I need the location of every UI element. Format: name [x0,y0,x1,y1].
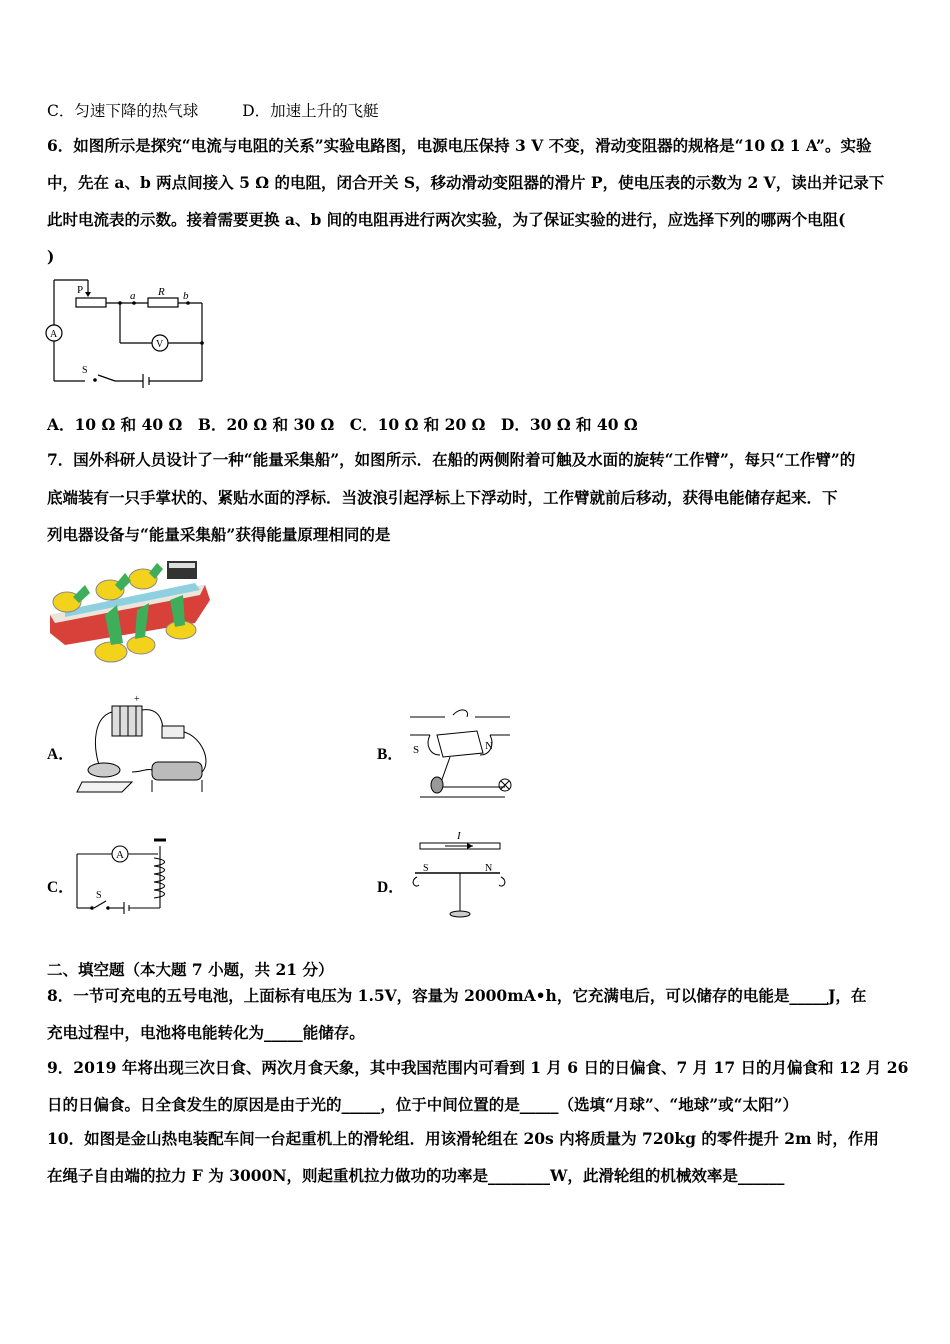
section-2-heading: 二、填空题（本大题 7 小题，共 21 分） [47,960,334,979]
q10-stem-line-1: 10．如图是金山热电装配车间一台起重机上的滑轮组．用该滑轮组在 20s 内将质量为 720kg 的零件提升 2m 时，作用 [47,1129,879,1148]
q6-node-a-label: a [130,290,136,302]
q7-b-south-label: S [413,744,420,756]
q7-d-north-label: N [485,863,493,874]
q9-stem-line-1: 9．2019 年将出现三次日食、两次月食天象，其中我国范围内可看到 1 月 6 日的日偏食、7 月 17 日的月偏食和 12 月 26 [47,1058,909,1077]
svg-text:+: + [134,694,140,705]
q7-option-d-label: D． [377,879,404,896]
q7-stem-line-1: 7．国外科研人员设计了一种“能量采集船”，如图所示．在船的两侧附着可触及水面的旋转“工作臂”，每只“工作臂”的 [47,450,856,469]
q7-d-current-label: I [457,830,461,842]
q7-b-north-label: N [485,740,493,752]
q7-option-a-figure [72,692,217,802]
q7-option-c-label: C． [47,879,74,896]
q7-stem-line-2: 底端装有一只手掌状的、紧贴水面的浮标．当波浪引起浮标上下浮动时，工作臂就前后移动，获得电能储存起来．下 [47,488,838,507]
q6-circuit-diagram [40,275,215,390]
q9-stem-line-2: 日的日偏食。日全食发生的原因是由于光的_____，位于中间位置的是_____（选填“月球”、“地球”或“太阳”） [47,1095,798,1114]
q7-option-b-label: B． [377,746,403,763]
q5-option-d: D．加速上升的飞艇 [242,102,379,120]
q7-option-d-figure [405,825,515,920]
q7-option-c-figure [72,836,177,921]
q7-c-switch-label: S [96,890,102,901]
q7-stem-line-3: 列电器设备与“能量采集船”获得能量原理相同的是 [47,525,391,544]
q5-options-line [47,101,379,121]
q7-option-a-label: A． [47,746,74,763]
q6-stem-line-3: 此时电流表的示数。接着需要更换 a、b 间的电阻再进行两次实验，为了保证实验的进行，应选择下列的哪两个电阻( [47,210,846,229]
q8-stem-line-2: 充电过程中，电池将电能转化为_____能储存。 [47,1023,365,1042]
q6-resistor-label: R [158,286,165,298]
q10-stem-line-2: 在绳子自由端的拉力 F 为 3000N，则起重机拉力做功的功率是________W，此滑轮组的机械效率是______ [47,1166,785,1185]
q7-option-b-figure [405,705,515,800]
q6-node-b-label: b [183,290,189,302]
q5-option-c: C．匀速下降的热气球 [47,102,199,120]
q6-stem-line-1: 6．如图所示是探究“电流与电阻的关系”实验电路图，电源电压保持 3 V 不变，滑动变阻器的规格是“10 Ω 1 A”。实验 [47,136,872,155]
q6-stem-line-4: ) [47,247,55,266]
q6-voltmeter-label: V [156,339,164,350]
q6-slider-label: P [77,284,84,296]
q6-ammeter-label: A [50,329,58,340]
q6-stem-line-2: 中，先在 a、b 两点间接入 5 Ω 的电阻，闭合开关 S，移动滑动变阻器的滑片 P，使电压表的示数为 2 V，读出并记录下 [47,173,885,192]
energy-harvesting-ship-image [45,555,215,665]
q7-c-ammeter-label: A [116,849,124,861]
q6-options: A．10 Ω 和 40 Ω B．20 Ω 和 30 Ω C．10 Ω 和 20 Ω D．30 Ω 和 40 Ω [47,415,638,434]
q7-d-south-label: S [423,863,429,874]
q6-switch-label: S [82,365,88,376]
q8-stem-line-1: 8．一节可充电的五号电池，上面标有电压为 1.5V，容量为 2000mA•h，它充满电后，可以储存的电能是_____J，在 [47,986,867,1005]
